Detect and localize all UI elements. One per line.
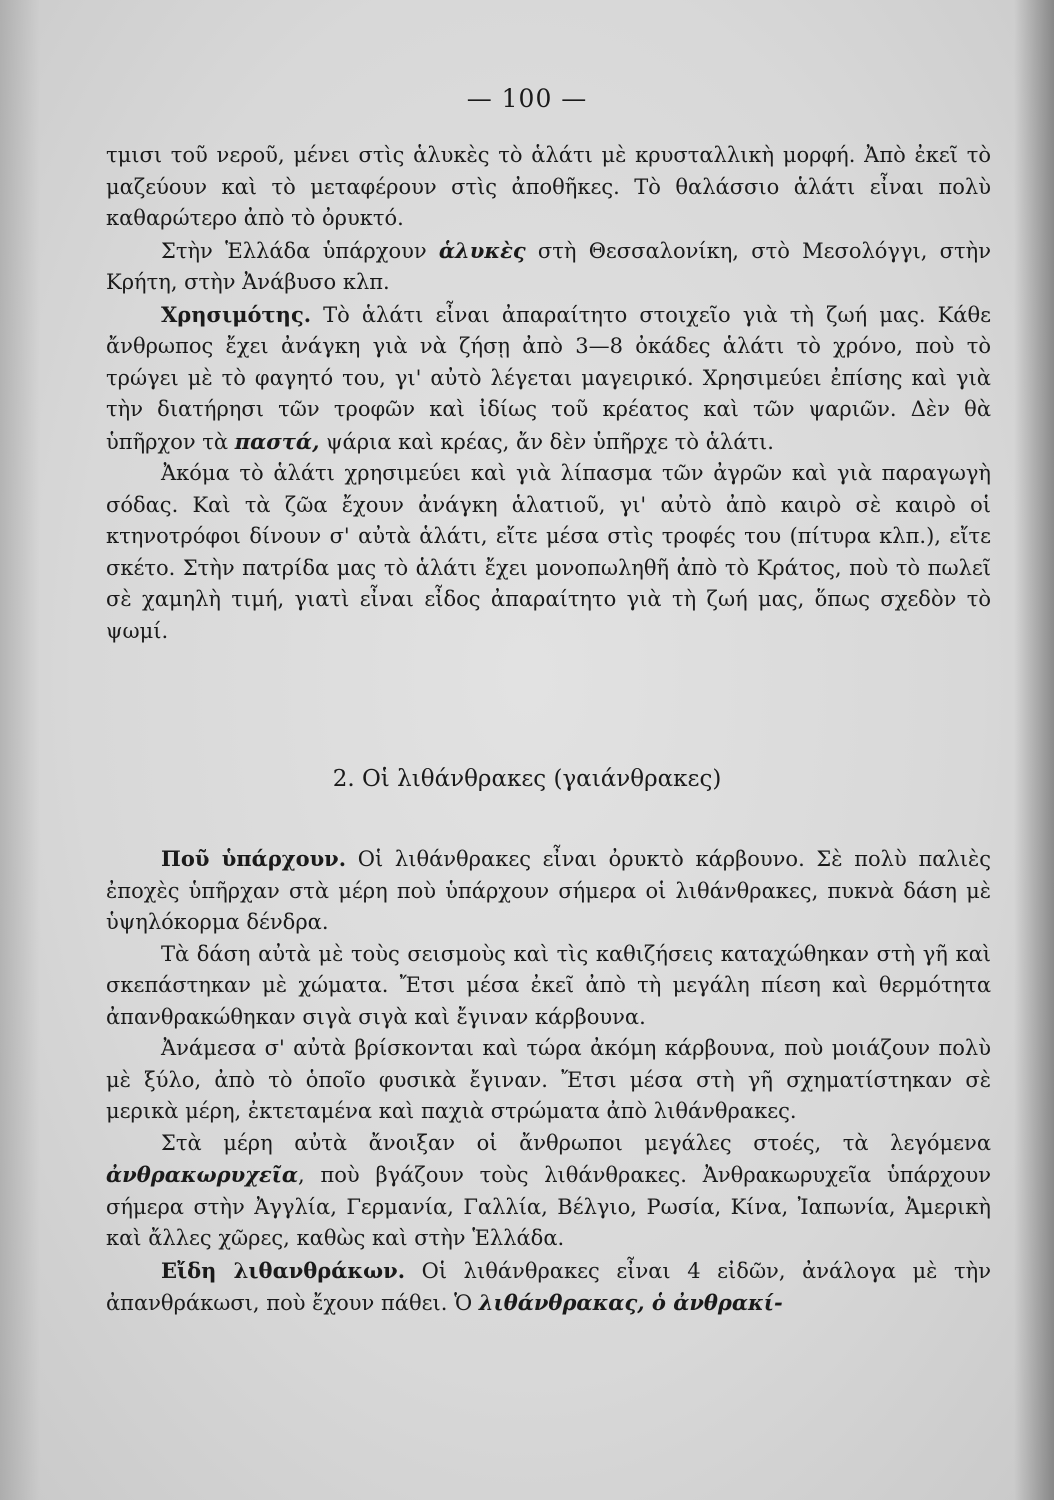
- text-run: Τὸ ἁλάτι εἶναι ἀπαραίτητο στοιχεῖο γιὰ τὴ ζωή μας. Κάθε ἄνθρωπος ἔχει ἀνάγκη γιὰ νὰ ζήσῃ ἀπὸ 3—8 ὀκάδες ἁλάτι τὸ χρόνο, ποὺ τὸ τρώγει μὲ τὸ φαγητό του, γι' αὐτὸ λέγεται μαγειρικό. Χρησιμεύει ἐπίσης καὶ γιὰ τὴν διατήρησι τῶν τροφῶν καὶ ἰδίως τοῦ κρέατος καὶ τῶν ψαριῶν. Δὲν θὰ ὑπῆρχον τὰ: [106, 302, 991, 454]
- paragraph: [106, 235, 991, 299]
- emphasis-term: ἀνθρακωρυχεῖα: [106, 1162, 299, 1187]
- text-block-coal: [106, 843, 991, 1320]
- text-run: Οἱ λιθάνθρακες εἶναι 4 εἰδῶν, ἀνάλογα μὲ τὴν ἀπανθράκωσι, ποὺ ἔχουν πάθει. Ὁ: [106, 1258, 991, 1315]
- emphasis-term: λιθάνθρακας, ὁ ἀνθρακί-: [478, 1290, 783, 1315]
- section-heading: 2. Οἱ λιθάνθρακες (γαιάνθρακες): [332, 766, 722, 792]
- text-run: Οἱ λιθάνθρακες εἶναι ὀρυκτὸ κάρβουνο. Σὲ πολὺ παλιὲς ἐποχὲς ὑπῆρχαν στὰ μέρη ποὺ ὑπάρχουν σήμερα οἱ λιθάνθρακες, πυκνὰ δάση μὲ ὑψηλόκορμα δένδρα.: [106, 847, 991, 934]
- page-number: — 100 —: [466, 84, 588, 113]
- emphasis-term: παστά,: [234, 428, 320, 454]
- subheading-types: Εἴδη λιθανθράκων.: [161, 1257, 406, 1283]
- paragraph: Ἀνάμεσα σ' αὐτὰ βρίσκονται καὶ τώρα ἀκόμη κάρβουνα, ποὺ μοιάζουν πολὺ μὲ ξύλο, ἀπὸ τὸ ὁποῖο φυσικὰ ἔγιναν. Ἔτσι μέσα στὴ γῆ σχηματίστηκαν σὲ μερικὰ μέρη, ἐκτεταμένα καὶ παχιὰ στρώματα ἀπὸ λιθάνθρακες.: [106, 1036, 991, 1123]
- text-run: στὴ Θεσσαλονίκη, στὸ Μεσολόγγι, στὴν Κρήτη, στὴν Ἀνάβυσο κλπ.: [106, 238, 991, 294]
- paragraph: Ἀκόμα τὸ ἁλάτι χρησιμεύει καὶ γιὰ λίπασμα τῶν ἀγρῶν καὶ γιὰ παραγωγὴ σόδας. Καὶ τὰ ζῶα ἔχουν ἀνάγκη ἁλατιοῦ, γι' αὐτὸ ἀπὸ καιρὸ σὲ καιρὸ οἱ κτηνοτρόφοι δίνουν σ' αὐτὰ ἁλάτι, εἴτε μέσα στὶς τροφές του (πίτυρα κλπ.), εἴτε σκέτο. Στὴν πατρίδα μας τὸ ἁλάτι ἔχει μονοπωληθῆ ἀπὸ τὸ Κράτος, ποὺ τὸ πωλεῖ σὲ χαμηλὴ τιμή, γιατὶ εἶναι εἶδος ἀπαραίτητο γιὰ τὴ ζωή μας, ὅπως σχεδὸν τὸ ψωμί.: [106, 461, 991, 643]
- text-block-salt: [106, 140, 991, 647]
- paragraph: [106, 299, 991, 459]
- text-run: ψάρια καὶ κρέας, ἄν δὲν ὑπῆρχε τὸ ἁλάτι.: [319, 429, 774, 454]
- subheading-where: Ποῦ ὑπάρχουν.: [161, 846, 347, 871]
- page-edge-right: [1014, 0, 1054, 1500]
- emphasis-term: ἁλυκὲς: [438, 237, 526, 263]
- paragraph: [106, 843, 991, 939]
- paragraph: [106, 1255, 991, 1320]
- paragraph: τμισι τοῦ νεροῦ, μένει στὶς ἁλυκὲς τὸ ἁλάτι μὲ κρυσταλλικὴ μορφή. Ἀπὸ ἐκεῖ τὸ μαζεύουν καὶ τὸ μεταφέρουν στὶς ἀποθῆκες. Τὸ θαλάσσιο ἁλάτι εἶναι πολὺ καθαρώτερο ἀπὸ τὸ ὀρυκτό.: [106, 143, 991, 230]
- page-edge-left: [0, 0, 40, 1500]
- subheading-usefulness: Χρησιμότης.: [161, 301, 312, 327]
- paragraph: [106, 1128, 991, 1255]
- text-run: , ποὺ βγάζουν τοὺς λιθάνθρακες. Ἀνθρακωρυχεῖα ὑπάρχουν σήμερα στὴν Ἀγγλία, Γερμανία, Γαλλία, Βέλγιο, Ρωσία, Κίνα, Ἰαπωνία, Ἀμερικὴ καὶ ἄλλες χῶρες, καθὼς καὶ στὴν Ἑλλάδα.: [106, 1163, 991, 1250]
- text-run: Στὴν Ἑλλάδα ὑπάρχουν: [161, 238, 439, 263]
- paragraph: Τὰ δάση αὐτὰ μὲ τοὺς σεισμοὺς καὶ τὶς καθιζήσεις καταχώθηκαν στὴ γῆ καὶ σκεπάστηκαν μὲ χώματα. Ἔτσι μέσα ἐκεῖ ἀπὸ τὴ μεγάλη πίεση καὶ θερμότητα ἀπανθρακώθηκαν σιγὰ σιγὰ καὶ ἔγιναν κάρβουνα.: [106, 941, 991, 1029]
- text-run: Στὰ μέρη αὐτὰ ἄνοιξαν οἱ ἄνθρωποι μεγάλες στοές, τὰ λεγόμενα: [161, 1130, 991, 1155]
